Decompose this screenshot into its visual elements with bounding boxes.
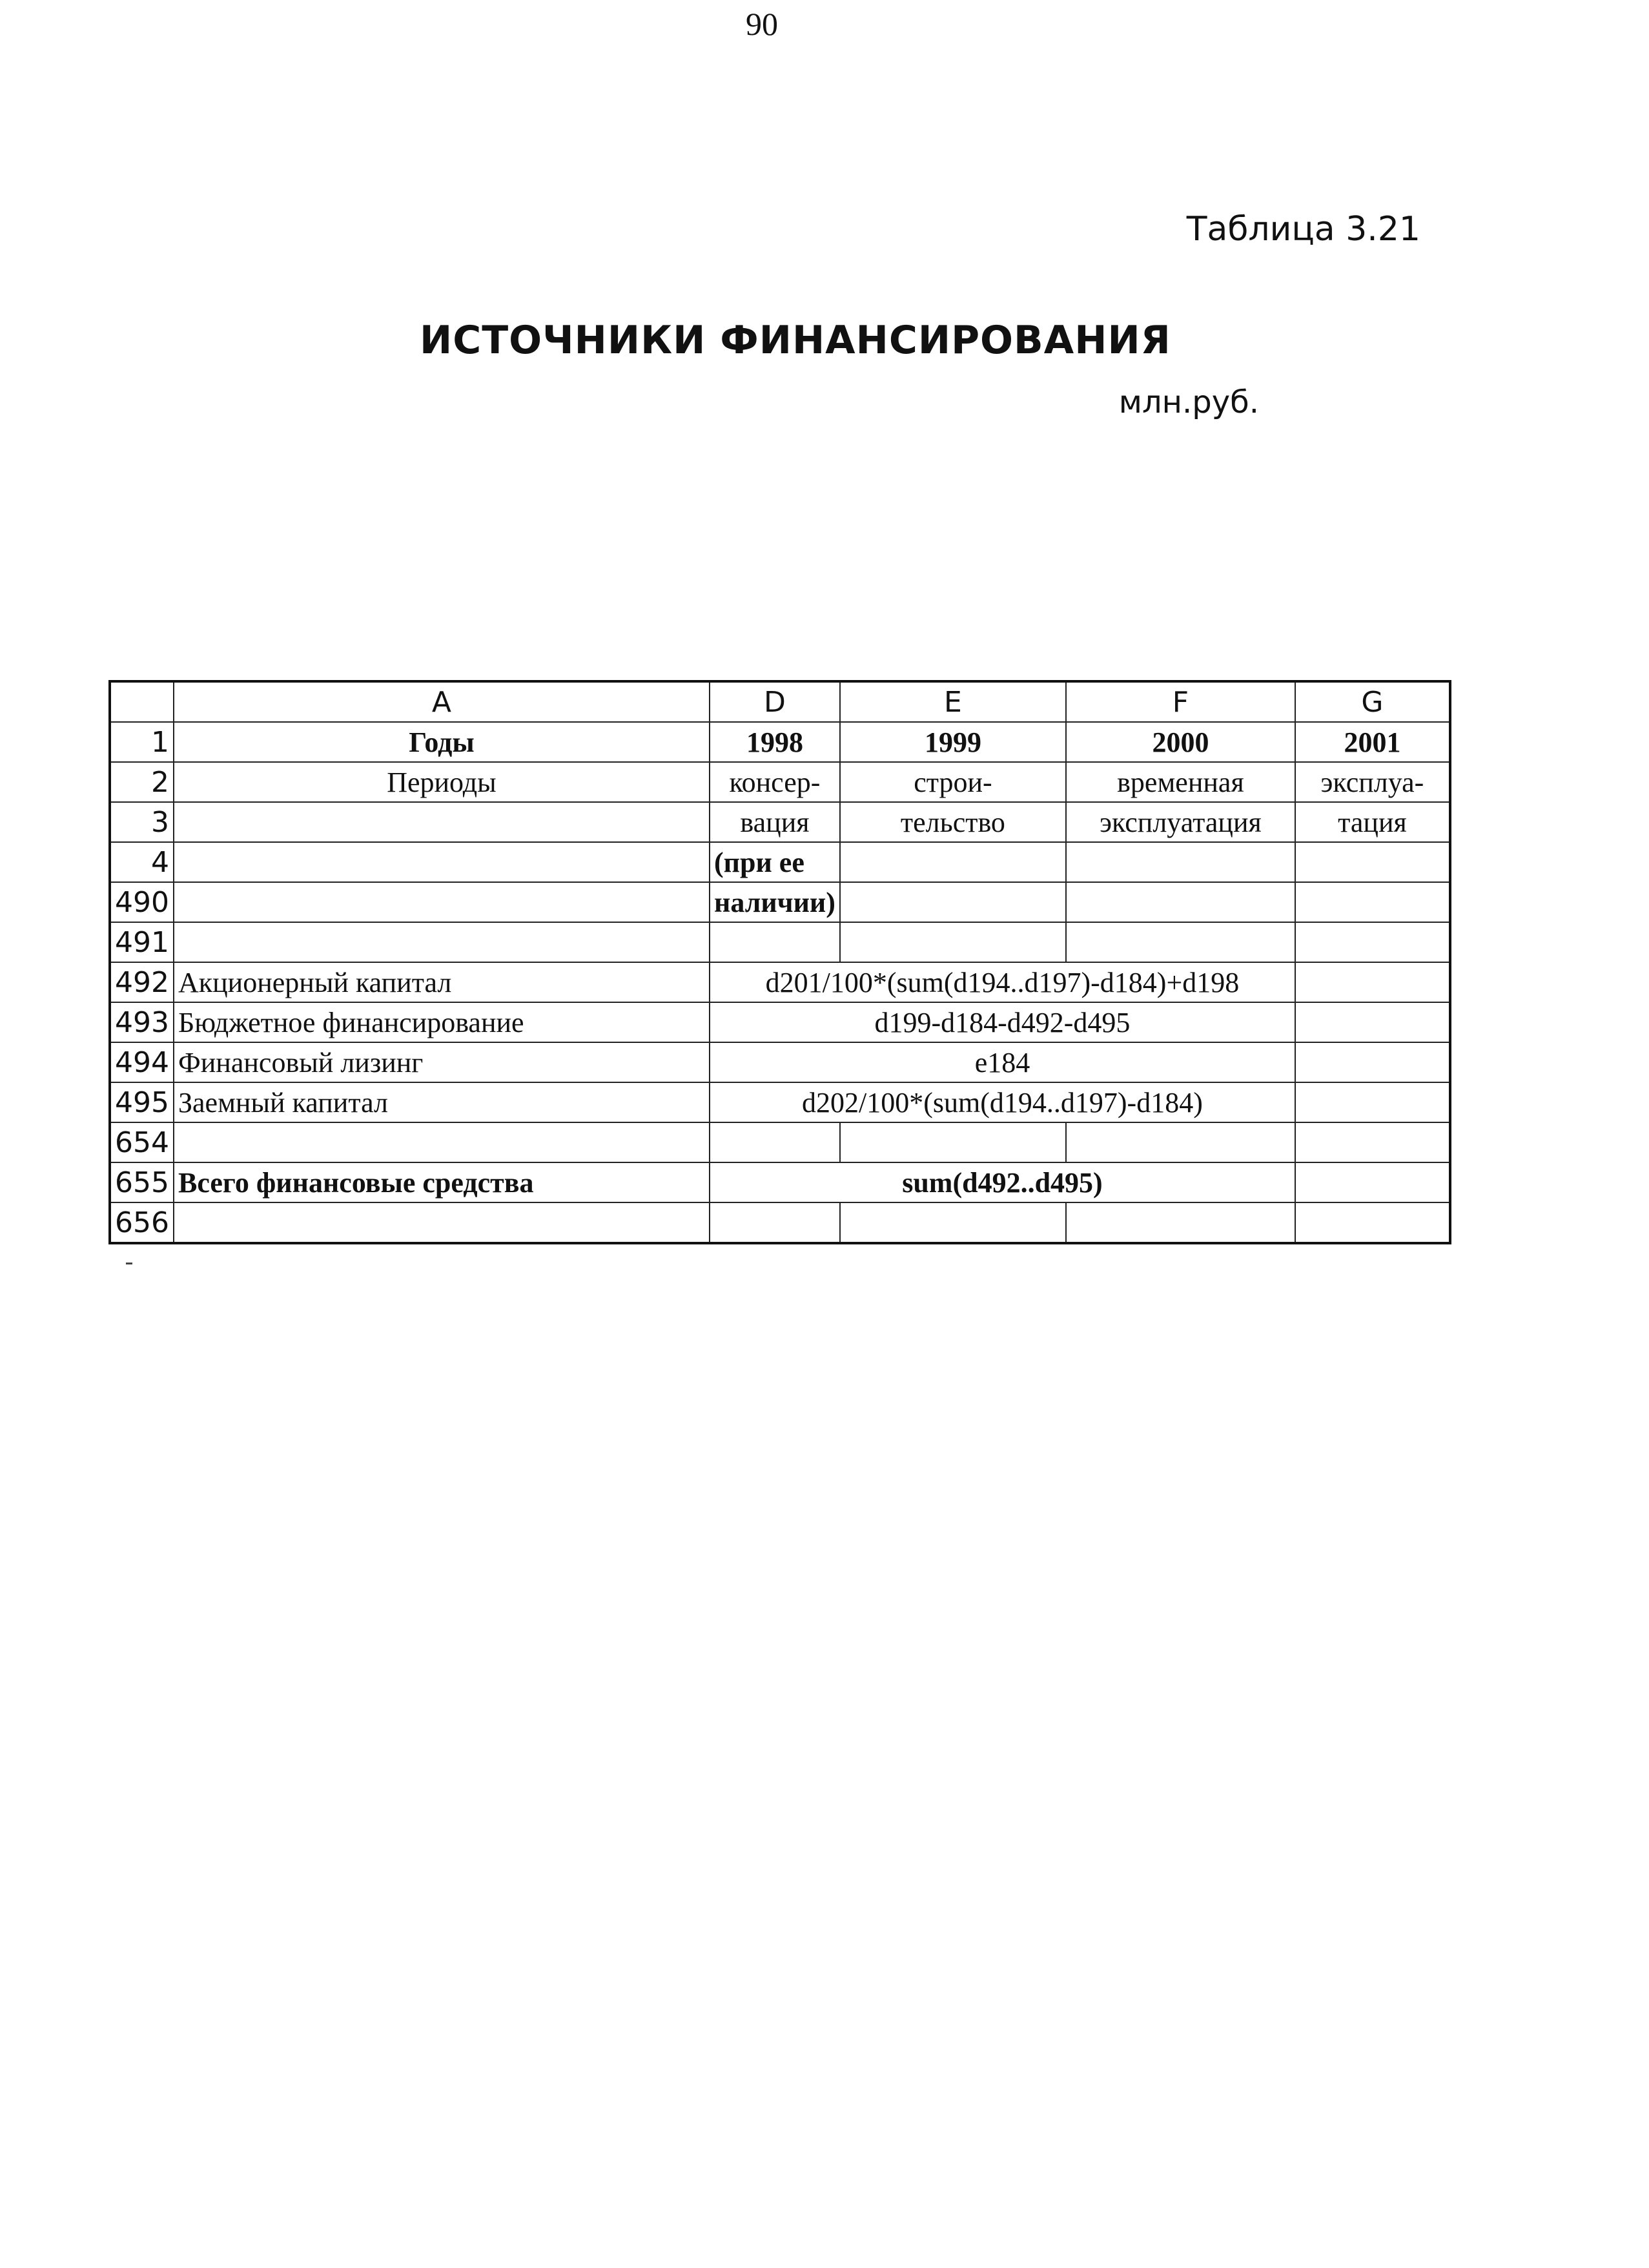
row-number: 493 bbox=[110, 1002, 174, 1042]
empty-cell bbox=[710, 1122, 840, 1162]
column-header-g: G bbox=[1295, 681, 1450, 722]
empty-cell bbox=[174, 802, 710, 842]
table-label: Таблица 3.21 bbox=[1186, 210, 1420, 249]
period-cell: строи- bbox=[840, 762, 1066, 802]
total-label: Всего финансовые средства bbox=[174, 1162, 710, 1202]
empty-cell bbox=[710, 1202, 840, 1243]
formula-cell: d199-d184-d492-d495 bbox=[710, 1002, 1295, 1042]
empty-cell bbox=[1295, 1002, 1450, 1042]
column-header-d: D bbox=[710, 681, 840, 722]
column-header-f: F bbox=[1066, 681, 1295, 722]
row-number: 656 bbox=[110, 1202, 174, 1243]
empty-cell bbox=[1295, 1202, 1450, 1243]
table-row bbox=[110, 962, 1450, 1002]
table-row bbox=[110, 1122, 1450, 1162]
periods-label-cell: Периоды bbox=[174, 762, 710, 802]
table-row bbox=[110, 842, 1450, 882]
period-cell: вация bbox=[710, 802, 840, 842]
empty-cell bbox=[710, 922, 840, 962]
note-cell: наличии) bbox=[710, 882, 840, 922]
empty-cell bbox=[1066, 1202, 1295, 1243]
row-number: 1 bbox=[110, 722, 174, 762]
table-row bbox=[110, 1162, 1450, 1202]
table-row bbox=[110, 1042, 1450, 1082]
period-cell: консер- bbox=[710, 762, 840, 802]
empty-cell bbox=[840, 1122, 1066, 1162]
row-label: Акционерный капитал bbox=[174, 962, 710, 1002]
empty-cell bbox=[174, 922, 710, 962]
empty-cell bbox=[1066, 842, 1295, 882]
empty-cell bbox=[174, 882, 710, 922]
row-number: 654 bbox=[110, 1122, 174, 1162]
empty-cell bbox=[174, 842, 710, 882]
empty-cell bbox=[1295, 922, 1450, 962]
empty-cell bbox=[840, 842, 1066, 882]
empty-cell bbox=[1295, 882, 1450, 922]
row-label: Заемный капитал bbox=[174, 1082, 710, 1122]
row-label: Бюджетное финансирование bbox=[174, 1002, 710, 1042]
units-label: млн.руб. bbox=[1118, 384, 1259, 420]
row-number: 495 bbox=[110, 1082, 174, 1122]
period-cell: тельство bbox=[840, 802, 1066, 842]
table-row bbox=[110, 802, 1450, 842]
table-row bbox=[110, 1202, 1450, 1243]
period-cell: тация bbox=[1295, 802, 1450, 842]
total-formula-cell: sum(d492..d495) bbox=[710, 1162, 1295, 1202]
empty-cell bbox=[1295, 842, 1450, 882]
row-label: Финансовый лизинг bbox=[174, 1042, 710, 1082]
empty-cell bbox=[840, 1202, 1066, 1243]
empty-cell bbox=[174, 1122, 710, 1162]
empty-cell bbox=[1295, 1042, 1450, 1082]
period-cell: временная bbox=[1066, 762, 1295, 802]
period-cell: эксплуатация bbox=[1066, 802, 1295, 842]
column-header-a: A bbox=[174, 681, 710, 722]
years-label-cell: Годы bbox=[174, 722, 710, 762]
table-row bbox=[110, 882, 1450, 922]
formula-cell: e184 bbox=[710, 1042, 1295, 1082]
table-row bbox=[110, 762, 1450, 802]
row-number: 492 bbox=[110, 962, 174, 1002]
table-row bbox=[110, 722, 1450, 762]
row-number: 491 bbox=[110, 922, 174, 962]
row-number: 655 bbox=[110, 1162, 174, 1202]
empty-cell bbox=[1295, 1082, 1450, 1122]
row-number: 494 bbox=[110, 1042, 174, 1082]
table-row bbox=[110, 1082, 1450, 1122]
empty-cell bbox=[1066, 1122, 1295, 1162]
formula-cell: d201/100*(sum(d194..d197)-d184)+d198 bbox=[710, 962, 1295, 1002]
row-number: 2 bbox=[110, 762, 174, 802]
year-cell: 2001 bbox=[1295, 722, 1450, 762]
column-header-e: E bbox=[840, 681, 1066, 722]
empty-cell bbox=[1295, 1162, 1450, 1202]
row-number: 4 bbox=[110, 842, 174, 882]
table-row bbox=[110, 1002, 1450, 1042]
page-number: 90 bbox=[746, 6, 778, 42]
row-number: 490 bbox=[110, 882, 174, 922]
note-cell: (при ее bbox=[710, 842, 840, 882]
corner-cell bbox=[110, 681, 174, 722]
year-cell: 1999 bbox=[840, 722, 1066, 762]
stray-mark bbox=[126, 1263, 132, 1264]
period-cell: эксплуа- bbox=[1295, 762, 1450, 802]
empty-cell bbox=[1295, 962, 1450, 1002]
document-title: ИСТОЧНИКИ ФИНАНСИРОВАНИЯ bbox=[420, 318, 1171, 363]
formula-cell: d202/100*(sum(d194..d197)-d184) bbox=[710, 1082, 1295, 1122]
row-number: 3 bbox=[110, 802, 174, 842]
empty-cell bbox=[1295, 1122, 1450, 1162]
empty-cell bbox=[174, 1202, 710, 1243]
column-header-row bbox=[110, 681, 1450, 722]
empty-cell bbox=[840, 922, 1066, 962]
empty-cell bbox=[1066, 882, 1295, 922]
empty-cell bbox=[1066, 922, 1295, 962]
spreadsheet-table bbox=[108, 680, 1451, 1244]
year-cell: 2000 bbox=[1066, 722, 1295, 762]
table-row bbox=[110, 922, 1450, 962]
empty-cell bbox=[840, 882, 1066, 922]
year-cell: 1998 bbox=[710, 722, 840, 762]
